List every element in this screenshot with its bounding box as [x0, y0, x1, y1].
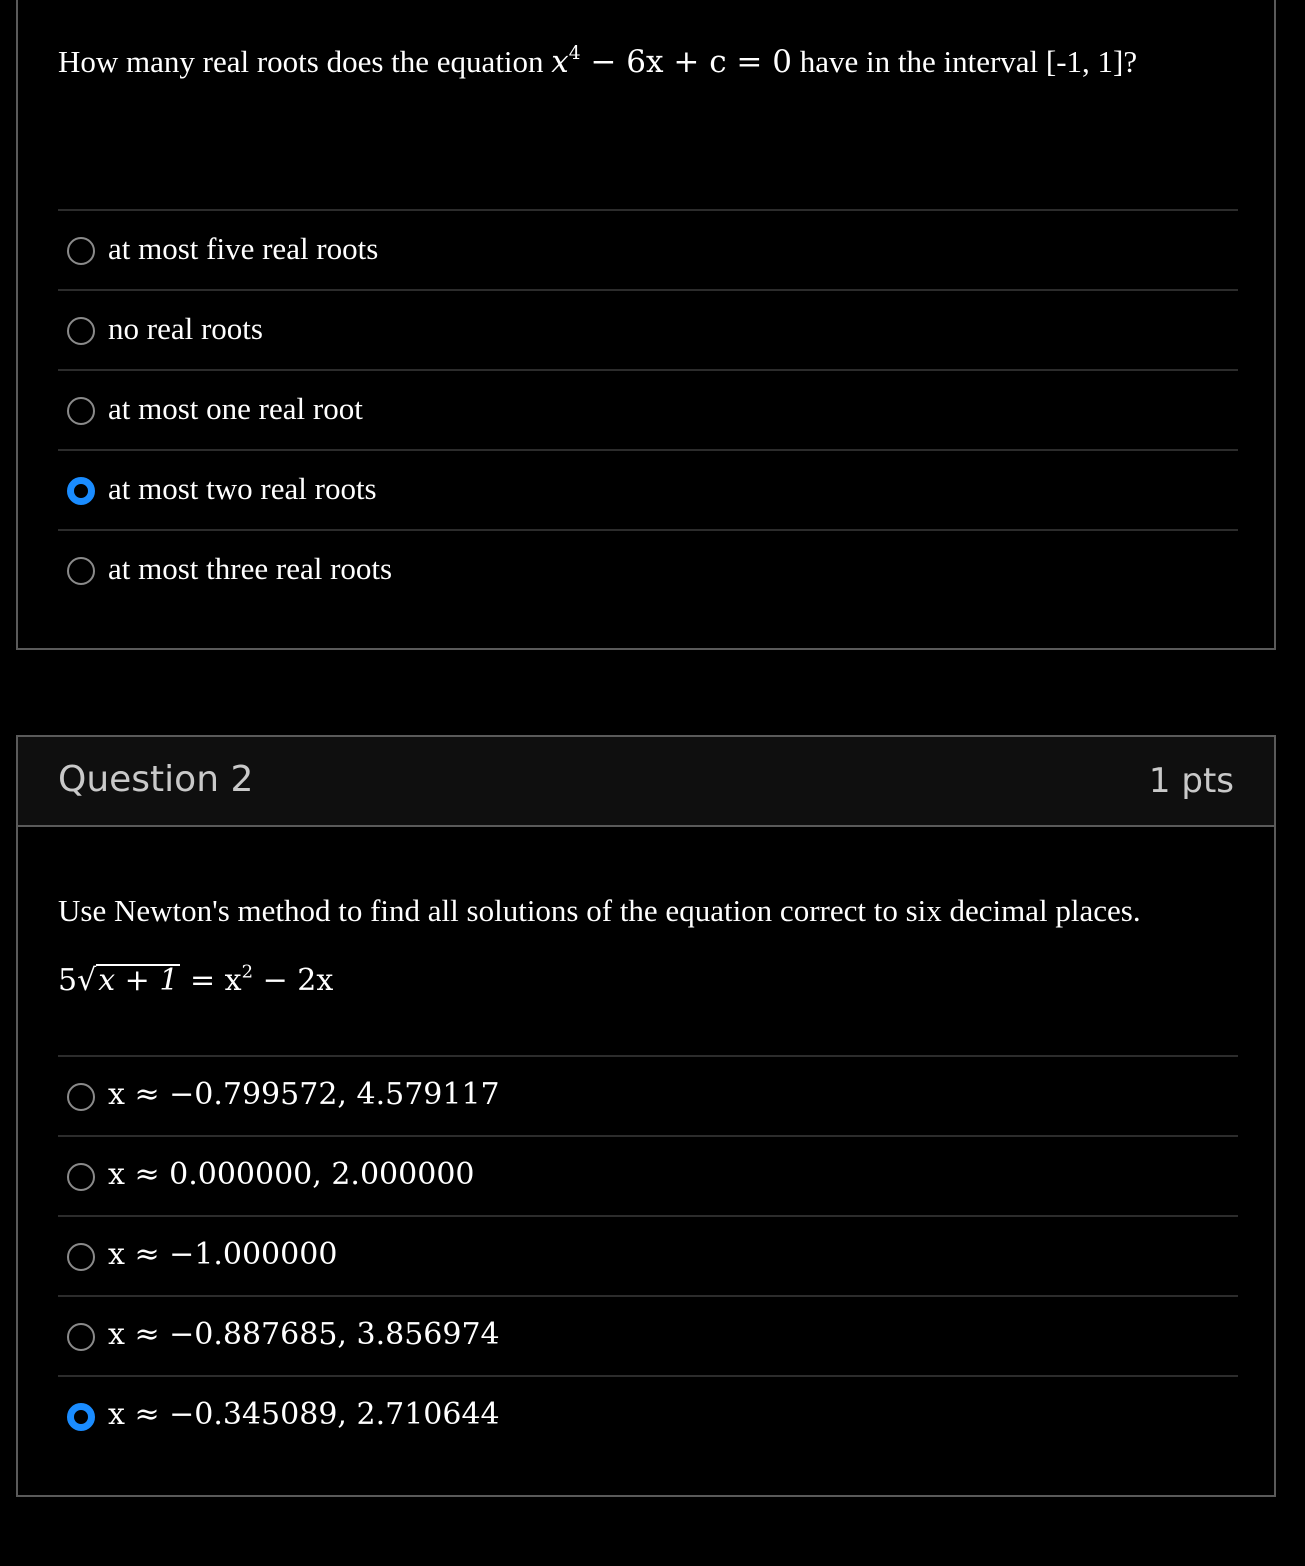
- radio-button[interactable]: [67, 1083, 95, 1111]
- answer-label: at most five real roots: [108, 231, 379, 266]
- question-points: 1 pts: [1148, 761, 1234, 801]
- question-1-text-after: have in the interval [-1, 1]?: [791, 44, 1138, 79]
- equation-rhs-exponent: 2: [241, 961, 254, 983]
- answer-option[interactable]: [58, 1377, 1238, 1455]
- question-2-text: Use Newton's method to find all solutions of the equation correct to six decimal places.: [58, 893, 1141, 928]
- answer-label: x ≈ −0.887685, 3.856974: [108, 1317, 500, 1352]
- equation-rest: − 6x + c = 0: [580, 44, 792, 80]
- radicand-text: x + 1: [98, 963, 179, 998]
- radio-button[interactable]: [67, 397, 95, 425]
- question-2-answers: [58, 1055, 1238, 1455]
- radio-button[interactable]: [67, 1323, 95, 1351]
- answer-option[interactable]: [58, 531, 1238, 609]
- answer-label: at most one real root: [108, 391, 363, 426]
- radio-button[interactable]: [67, 237, 95, 265]
- question-title: Question 2: [58, 759, 254, 800]
- answer-label: no real roots: [108, 311, 263, 346]
- answer-option[interactable]: [58, 371, 1238, 451]
- sqrt-icon: √: [77, 963, 97, 998]
- answer-label: at most two real roots: [108, 471, 377, 506]
- answer-label: x ≈ −0.345089, 2.710644: [108, 1397, 500, 1432]
- answer-option[interactable]: [58, 1217, 1238, 1297]
- question-2-equation: [58, 963, 333, 998]
- answer-label: x ≈ −1.000000: [108, 1237, 338, 1272]
- question-1-text-before: How many real roots does the equation: [58, 44, 552, 79]
- question-1-text: [58, 44, 1137, 80]
- answer-option[interactable]: [58, 451, 1238, 531]
- answer-option[interactable]: [58, 1297, 1238, 1377]
- question-1-answers: [58, 209, 1238, 609]
- equation-exponent: 4: [568, 42, 581, 64]
- equation-rhs: = x: [180, 963, 242, 998]
- answer-label: at most three real roots: [108, 551, 393, 586]
- answer-option[interactable]: [58, 1057, 1238, 1137]
- radio-button[interactable]: [67, 317, 95, 345]
- radio-button[interactable]: [67, 557, 95, 585]
- equation-base: x: [551, 44, 569, 80]
- question-1-card: [16, 0, 1276, 650]
- answer-option[interactable]: [58, 211, 1238, 291]
- question-1-equation: [551, 44, 792, 80]
- answer-option[interactable]: [58, 291, 1238, 371]
- equation-coefficient: 5: [58, 963, 78, 998]
- radio-button-selected[interactable]: [67, 1403, 95, 1431]
- answer-option[interactable]: [58, 1137, 1238, 1217]
- radio-button[interactable]: [67, 1243, 95, 1271]
- equation-rhs-rest: − 2x: [253, 963, 334, 998]
- answer-label: x ≈ 0.000000, 2.000000: [108, 1157, 475, 1192]
- question-header: [18, 737, 1274, 827]
- sqrt-radicand: [96, 964, 180, 996]
- answer-label: x ≈ −0.799572, 4.579117: [108, 1077, 500, 1112]
- radio-button[interactable]: [67, 1163, 95, 1191]
- question-2-card: [16, 735, 1276, 1497]
- radio-button-selected[interactable]: [67, 477, 95, 505]
